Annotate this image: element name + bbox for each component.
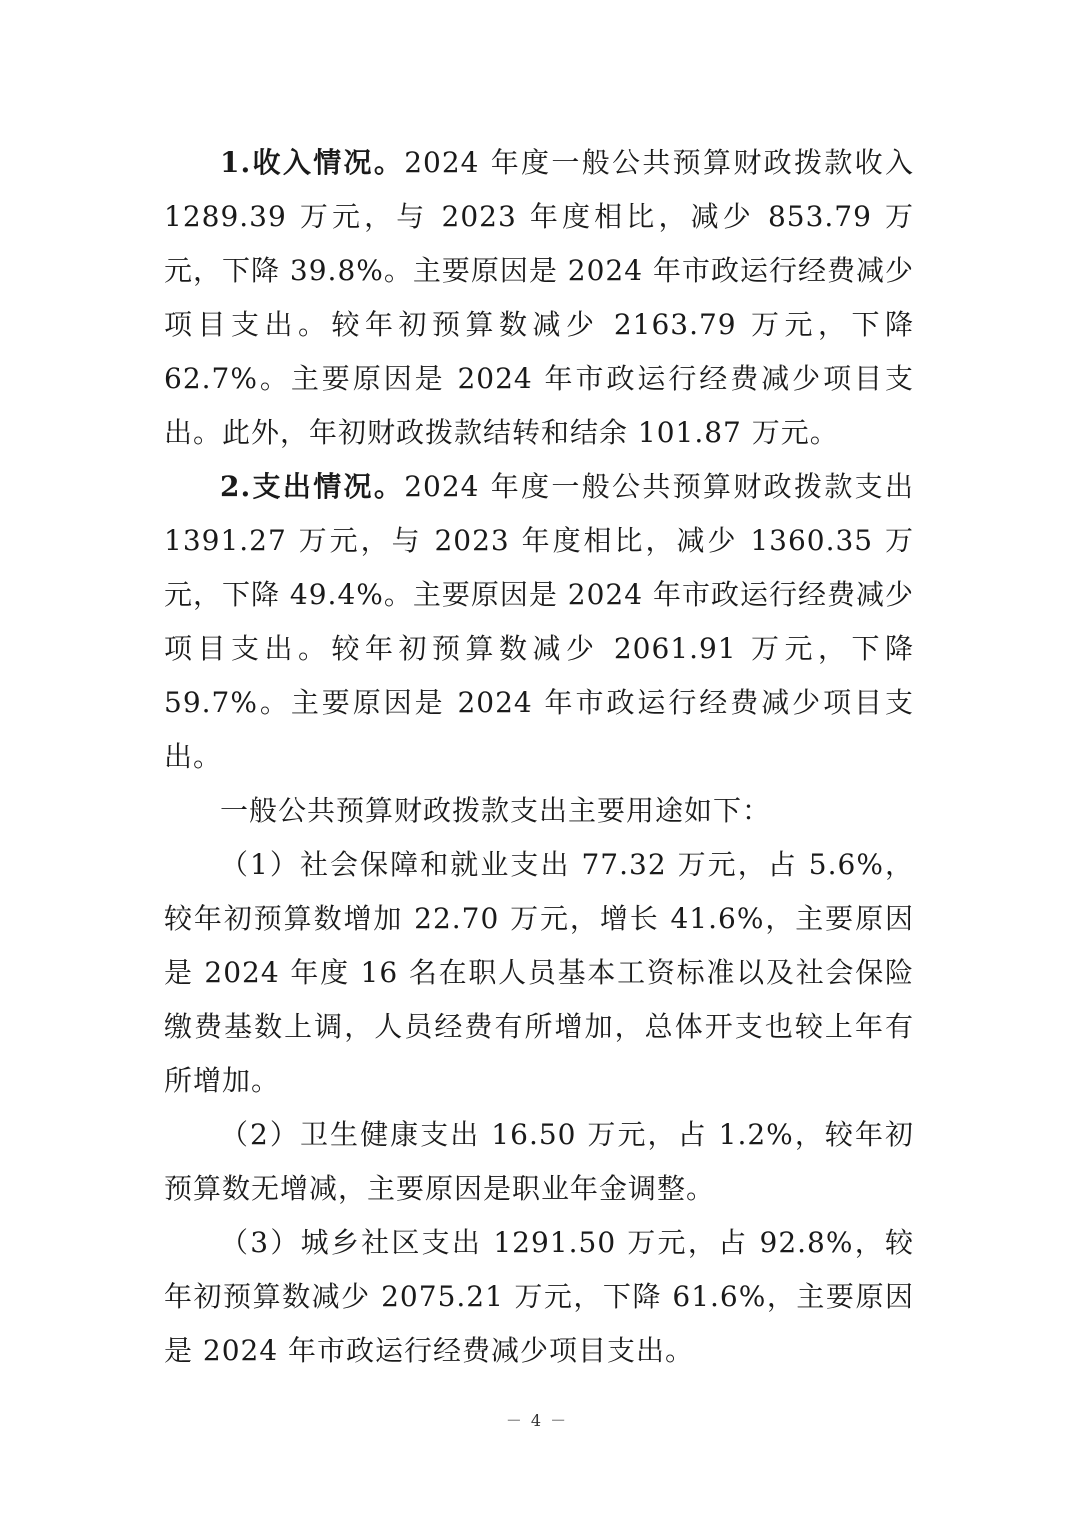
paragraph-text: 2024 年度一般公共预算财政拨款支出 1391.27 万元，与 2023 年度相比，减少 1360.35 万元，下降 49.4%。主要原因是 2024 年市政运行经费减少项目支出。较年初预算数减少 2061.91 万元，下降 59.7%。主要原因是 2024 年市政运行经费减少项目支出。 — [164, 470, 914, 773]
paragraph-text: 一般公共预算财政拨款支出主要用途如下： — [220, 794, 772, 827]
paragraph-item-social-security — [164, 838, 914, 1108]
paragraph-item-health — [164, 1108, 914, 1216]
paragraph-expenditure — [164, 460, 914, 784]
paragraph-item-urban-rural — [164, 1216, 914, 1378]
paragraph-text: 2024 年度一般公共预算财政拨款收入 1289.39 万元，与 2023 年度相比，减少 853.79 万元，下降 39.8%。主要原因是 2024 年市政运行经费减少项目支出。较年初预算数减少 2163.79 万元，下降 62.7%。主要原因是 2024 年市政运行经费减少项目支出。此外，年初财政拨款结转和结余 101.87 万元。 — [164, 146, 914, 449]
paragraph-lead: 2.支出情况。 — [220, 470, 405, 503]
paragraph-text: （1）社会保障和就业支出 77.32 万元，占 5.6%，较年初预算数增加 22.70 万元，增长 41.6%，主要原因是 2024 年度 16 名在职人员基本工资标准以及社会保险缴费基数上调，人员经费有所增加，总体开支也较上年有所增加。 — [164, 848, 914, 1097]
paragraph-text: （2）卫生健康支出 16.50 万元，占 1.2%，较年初预算数无增减，主要原因是职业年金调整。 — [164, 1118, 914, 1205]
paragraph-income — [164, 136, 914, 460]
page-number: － 4 － — [505, 1411, 569, 1430]
paragraph-usage-intro — [164, 784, 914, 838]
paragraph-lead: 1.收入情况。 — [220, 146, 405, 179]
paragraph-text: （3）城乡社区支出 1291.50 万元，占 92.8%，较年初预算数减少 2075.21 万元，下降 61.6%，主要原因是 2024 年市政运行经费减少项目支出。 — [164, 1226, 914, 1367]
document-body — [164, 136, 914, 1378]
